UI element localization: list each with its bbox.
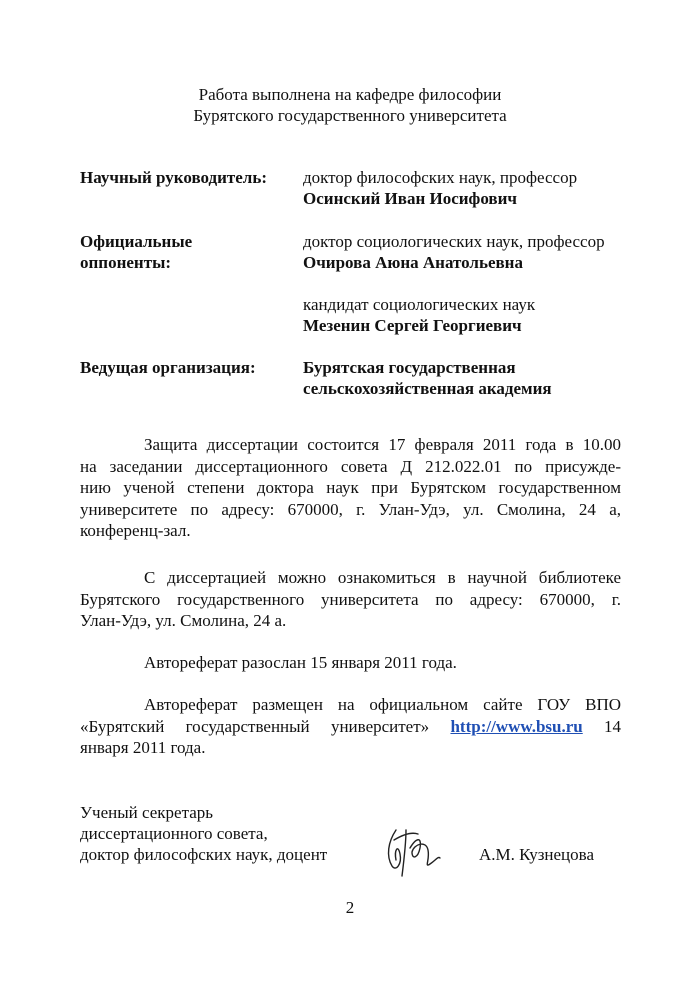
sent-line: Автореферат разослан 15 января 2011 года.: [144, 653, 457, 672]
opponents-label-line-1: Официальные: [80, 232, 193, 251]
secretary-line-2: диссертационного совета,: [80, 824, 268, 843]
opponent-2-degree: кандидат социологических наук: [303, 295, 536, 314]
defense-line-4: университете по адресу: 670000, г. Улан-Удэ, ул. Смолина, 24 а,: [80, 499, 621, 519]
supervisor-label: Научный руководитель:: [80, 168, 267, 187]
secretary-line-3: доктор философских наук, доцент: [80, 845, 328, 864]
posted-line-2-day: 14: [604, 716, 622, 736]
supervisor-name: Осинский Иван Иосифович: [303, 189, 517, 208]
leading-org-label: Ведущая организация:: [80, 358, 256, 377]
posted-paragraph: [80, 694, 621, 759]
leading-org-line-1: Бурятская государственная: [303, 358, 516, 377]
posted-line-3: января 2011 года.: [80, 738, 206, 757]
opponents-label-line-2: оппоненты:: [80, 253, 172, 272]
sent-paragraph: [80, 652, 621, 674]
bsu-website-link[interactable]: http://www.bsu.ru: [450, 716, 583, 736]
header-line-1: Работа выполнена на кафедре философии: [198, 85, 502, 104]
defense-line-1: Защита диссертации состоится 17 февраля 2011 года в 10.00: [144, 435, 621, 454]
library-paragraph: [80, 567, 621, 632]
posted-line-2-text: «Бурятский государственный университет»: [80, 716, 430, 736]
leading-org-line-2: сельскохозяйственная академия: [303, 379, 552, 398]
opponent-1-degree: доктор социологических наук, профессор: [303, 232, 605, 251]
secretary-line-1: Ученый секретарь: [80, 803, 214, 822]
secretary-block: [80, 802, 327, 865]
handwritten-signature: [382, 820, 444, 878]
defense-line-5: конференц-зал.: [80, 521, 191, 540]
supervisor-degree: доктор философских наук, профессор: [303, 168, 578, 187]
opponent-2-name: Мезенин Сергей Георгиевич: [303, 316, 522, 335]
header-line-2: Бурятского государственного университета: [193, 106, 507, 125]
secretary-name: А.М. Кузнецова: [479, 845, 595, 864]
library-line-2: Бурятского государственного университета по адресу: 670000, г.: [80, 589, 621, 609]
posted-line-2: [80, 716, 621, 738]
opponent-1-name: Очирова Аюна Анатольевна: [303, 253, 523, 272]
posted-line-1: Автореферат размещен на официальном сайте ГОУ ВПО: [144, 695, 621, 714]
library-line-3: Улан-Удэ, ул. Смолина, 24 а.: [80, 611, 287, 630]
page-number: 2: [345, 898, 355, 917]
defense-line-3: нию ученой степени доктора наук при Бурятском государственном: [80, 478, 621, 497]
library-line-1: С диссертацией можно ознакомиться в научной библиотеке: [144, 568, 621, 587]
defense-paragraph: [80, 434, 621, 542]
defense-line-2: на заседании диссертационного совета Д 212.022.01 по присужде-: [80, 456, 621, 476]
header: [0, 84, 700, 126]
